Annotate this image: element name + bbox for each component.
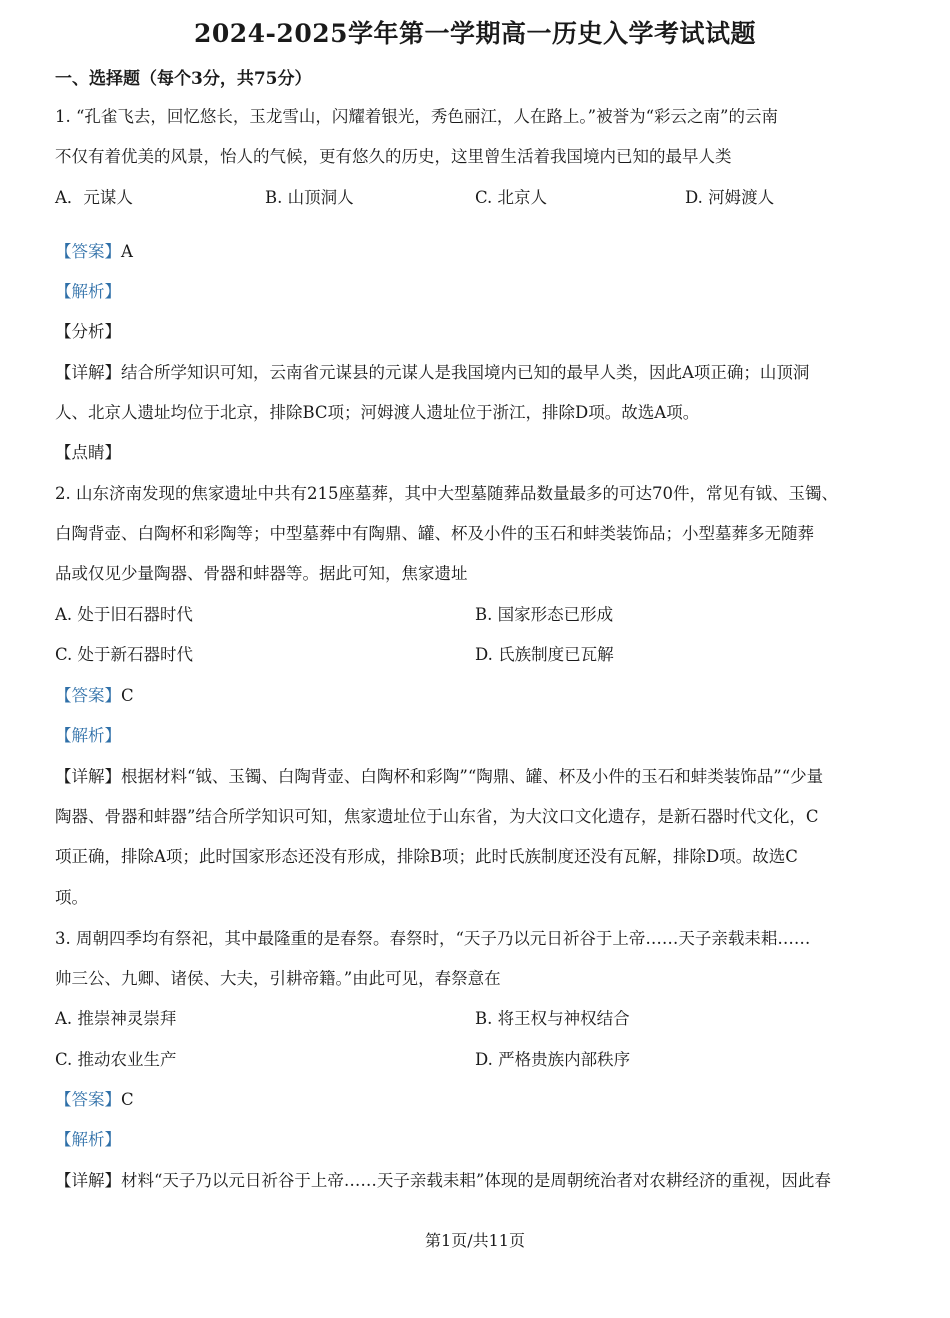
section-heading: 一、选择题（每个3分，共75分） [55,69,312,89]
q1-answer [55,241,133,263]
q2-option-d: D. 氏族制度已瓦解 [475,645,614,664]
q1-option-c: C. 北京人 [475,188,548,207]
q1-analysis-label: 【解析】 [55,282,121,301]
detail-label: 【详解】 [55,363,121,382]
detail-text: 根据材料“钺、玉镯、白陶背壶、白陶杯和彩陶”“陶鼎、罐、杯及小件的玉石和蚌类装饰品”“少量 [121,767,824,786]
answer-value: A [121,242,133,261]
q2-option-a: A. 处于旧石器时代 [55,605,193,624]
answer-label: 【答案】 [55,1090,121,1109]
q2-stem-line-2: 白陶背壶、白陶杯和彩陶等；中型墓葬中有陶鼎、罐、杯及小件的玉石和蚌类装饰品；小型墓葬多无随葬 [55,524,814,543]
q2-answer [55,685,134,707]
q1-option-b: B. 山顶洞人 [265,188,354,207]
q3-option-c: C. 推动农业生产 [55,1050,177,1069]
q3-option-d: D. 严格贵族内部秩序 [475,1050,631,1069]
detail-label: 【详解】 [55,1171,121,1190]
q1-detail-line-1 [55,362,809,384]
q2-detail-line-4: 项。 [55,888,88,907]
detail-label: 【详解】 [55,767,121,786]
answer-label: 【答案】 [55,686,121,705]
q2-detail-line-2: 陶器、骨器和蚌器”结合所学知识可知，焦家遗址位于山东省，为大汶口文化遗存，是新石器时代文化，C [55,807,819,826]
q2-detail-line-1 [55,766,823,788]
q1-dianjing-label: 【点睛】 [55,443,121,462]
detail-text: 材料“天子乃以元日祈谷于上帝……天子亲载耒耜”体现的是周朝统治者对农耕经济的重视，因此春 [121,1171,831,1190]
q3-answer [55,1089,134,1111]
q2-detail-line-3: 项正确，排除A项；此时国家形态还没有形成，排除B项；此时氏族制度还没有瓦解，排除D项。故选C [55,847,798,866]
detail-text: 结合所学知识可知，云南省元谋县的元谋人是我国境内已知的最早人类，因此A项正确；山顶洞 [121,363,810,382]
page-title: 2024-2025学年第一学期高一历史入学考试试题 [193,19,757,48]
q1-stem-line-2: 不仅有着优美的风景，怡人的气候，更有悠久的历史，这里曾生活着我国境内已知的最早人类 [55,147,732,166]
answer-value: C [121,1090,134,1109]
q3-option-a: A. 推崇神灵崇拜 [55,1009,177,1028]
q2-stem-line-3: 品或仅见少量陶器、骨器和蚌器等。据此可知，焦家遗址 [55,564,468,583]
q2-option-c: C. 处于新石器时代 [55,645,194,664]
q1-fenxi-label: 【分析】 [55,322,121,341]
q1-detail-line-2: 人、北京人遗址均位于北京，排除BC项；河姆渡人遗址位于浙江，排除D项。故选A项。 [55,403,700,422]
q3-stem-line-2: 帅三公、九卿、诸侯、大夫，引耕帝籍。”由此可见，春祭意在 [55,969,501,988]
q3-stem-line-1: 3. 周朝四季均有祭祀，其中最隆重的是春祭。春祭时，“天子乃以元日祈谷于上帝……天子亲载耒耜…… [55,929,811,948]
answer-value: C [121,686,134,705]
q2-analysis-label: 【解析】 [55,726,121,745]
q1-option-d: D. 河姆渡人 [685,188,775,207]
q1-option-a: A．元谋人 [55,188,133,207]
page-footer: 第1页/共11页 [425,1231,525,1250]
answer-label: 【答案】 [55,242,121,261]
q3-detail-line-1 [55,1170,831,1192]
q2-stem-line-1: 2. 山东济南发现的焦家遗址中共有215座墓葬，其中大型墓随葬品数量最多的可达70件，常见有钺、玉镯、 [55,484,838,503]
q2-option-b: B. 国家形态已形成 [475,605,614,624]
q1-stem-line-1: 1. “孔雀飞去，回忆悠长，玉龙雪山，闪耀着银光，秀色丽江，人在路上。”被誉为“彩云之南”的云南 [55,107,778,126]
q3-option-b: B. 将王权与神权结合 [475,1009,630,1028]
q3-analysis-label: 【解析】 [55,1130,121,1149]
